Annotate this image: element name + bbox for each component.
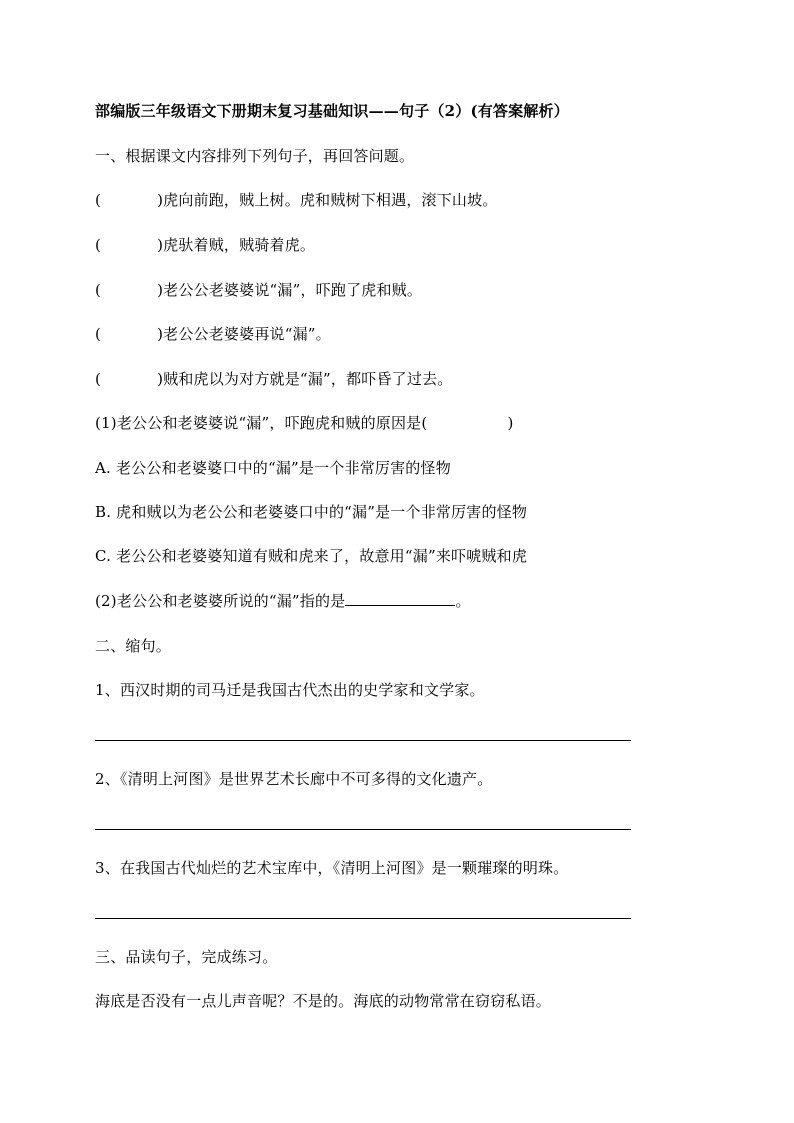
question-1-text: (1)老公公和老婆婆说“漏”，吓跑虎和贼的原因是( xyxy=(95,414,428,432)
reading-passage: 海底是否没有一点儿声音呢？不是的。海底的动物常常在窃窃私语。 xyxy=(95,992,552,1010)
order-paren-open: ( xyxy=(95,325,102,343)
ordering-item-text: 贼和虎以为对方就是“漏”，都吓昏了过去。 xyxy=(163,370,453,388)
order-paren-close: ) xyxy=(157,281,164,299)
condense-item: 3、在我国古代灿烂的艺术宝库中，《清明上河图》是一颗璀璨的明珠。 xyxy=(95,859,569,877)
section3-heading: 三、品读句子，完成练习。 xyxy=(95,948,278,966)
ordering-item xyxy=(95,280,422,300)
answer-line[interactable] xyxy=(95,740,631,741)
ordering-item-text: 老公公老婆婆再说“漏”。 xyxy=(163,325,331,343)
ordering-item xyxy=(95,235,315,255)
condense-item: 2、《清明上河图》是世界艺术长廊中不可多得的文化遗产。 xyxy=(95,770,493,788)
order-paren-close: ) xyxy=(157,325,164,343)
ordering-item xyxy=(95,369,452,389)
question-2-period: 。 xyxy=(455,592,471,610)
condense-item: 1、西汉时期的司马迁是我国古代杰出的史学家和文学家。 xyxy=(95,681,485,699)
option-b: B. 虎和贼以为老公公和老婆婆口中的“漏”是一个非常厉害的怪物 xyxy=(95,503,528,521)
question-2 xyxy=(95,591,471,611)
order-paren-close: ) xyxy=(157,191,164,209)
answer-line[interactable] xyxy=(95,829,631,830)
ordering-item xyxy=(95,324,331,344)
order-paren-open: ( xyxy=(95,281,102,299)
section2-heading: 二、缩句。 xyxy=(95,637,172,655)
option-c: C. 老公公和老婆婆知道有贼和虎来了，故意用“漏”来吓唬贼和虎 xyxy=(95,547,528,565)
question-2-text: (2)老公公和老婆婆所说的“漏”指的是 xyxy=(95,592,346,610)
order-paren-open: ( xyxy=(95,370,102,388)
section1-heading: 一、根据课文内容排列下列句子，再回答问题。 xyxy=(95,147,415,165)
document-title: 部编版三年级语文下册期末复习基础知识——句子（2）(有答案解析） xyxy=(95,102,569,120)
ordering-item-text: 虎向前跑，贼上树。虎和贼树下相遇，滚下山坡。 xyxy=(163,191,498,209)
question-1-paren-close: ) xyxy=(507,414,514,432)
ordering-item xyxy=(95,190,498,210)
order-paren-open: ( xyxy=(95,236,102,254)
order-paren-close: ) xyxy=(157,370,164,388)
option-a: A. 老公公和老婆婆口中的“漏”是一个非常厉害的怪物 xyxy=(95,459,451,477)
order-paren-close: ) xyxy=(157,236,164,254)
ordering-item-text: 老公公老婆婆说“漏”，吓跑了虎和贼。 xyxy=(163,281,423,299)
question-2-answer-line[interactable] xyxy=(345,591,455,606)
answer-line[interactable] xyxy=(95,918,631,919)
ordering-item-text: 虎驮着贼，贼骑着虎。 xyxy=(163,236,316,254)
question-1 xyxy=(95,413,514,433)
order-paren-open: ( xyxy=(95,191,102,209)
